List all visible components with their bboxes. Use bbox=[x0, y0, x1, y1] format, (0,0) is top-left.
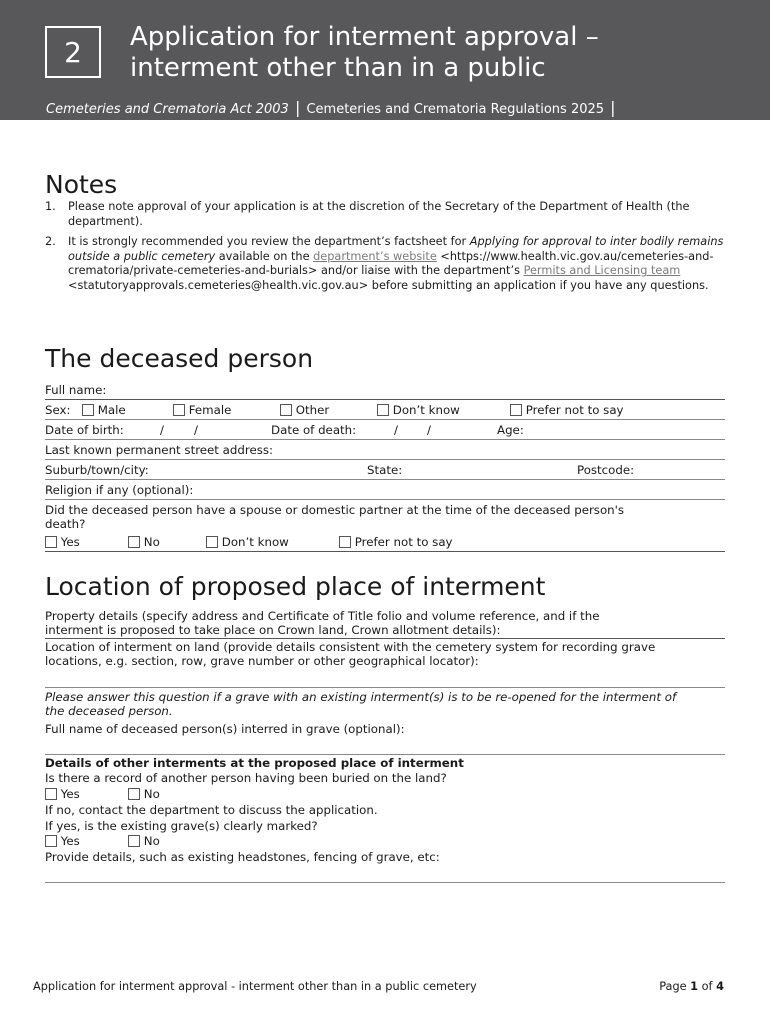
date-slash: / bbox=[194, 423, 198, 437]
address-field[interactable] bbox=[45, 443, 725, 457]
option-label: No bbox=[143, 834, 160, 848]
date-slash: / bbox=[427, 423, 431, 437]
provide-details-field[interactable] bbox=[45, 850, 725, 864]
note-text: Please note approval of your application is at the discretion of the Secretary of the Department of Health (the department). bbox=[68, 200, 690, 228]
property-label: Property details (specify address and Certificate of Title folio and volume reference, and if the bbox=[45, 609, 600, 623]
location-label: locations, e.g. section, row, grave number or other geographical locator): bbox=[45, 654, 479, 668]
sex-male-checkbox[interactable] bbox=[82, 404, 94, 416]
footer-doc-title: Application for interment approval - interment other than in a public cemetery bbox=[33, 980, 477, 993]
record-yes-checkbox[interactable] bbox=[45, 788, 57, 800]
option-label: No bbox=[143, 787, 160, 801]
page-total: 4 bbox=[716, 980, 724, 993]
note-text: available on the bbox=[215, 249, 314, 263]
title-line-2: interment other than in a public bbox=[130, 53, 546, 83]
spouse-no-checkbox[interactable] bbox=[128, 536, 140, 548]
deceased-heading: The deceased person bbox=[45, 344, 314, 373]
option-label: Male bbox=[97, 403, 126, 417]
option-label: Prefer not to say bbox=[525, 403, 624, 417]
permits-licensing-link[interactable]: Permits and Licensing team bbox=[523, 264, 681, 278]
legislation-line bbox=[46, 98, 618, 117]
option-label: Yes bbox=[60, 834, 80, 848]
religion-label: Religion if any (optional): bbox=[45, 483, 194, 497]
field-rule bbox=[45, 439, 725, 440]
date-slash: / bbox=[160, 423, 164, 437]
field-rule bbox=[45, 459, 725, 460]
field-rule bbox=[45, 754, 725, 755]
reopen-instruction bbox=[45, 690, 725, 718]
note-number: 1. bbox=[45, 200, 56, 213]
location-label: Location of interment on land (provide details consistent with the cemetery system for recording grave bbox=[45, 640, 656, 654]
option-label: Yes bbox=[60, 787, 80, 801]
regulations-name: Cemeteries and Crematoria Regulations 2025 bbox=[306, 102, 605, 117]
option-label: Female bbox=[188, 403, 232, 417]
option-label: Prefer not to say bbox=[354, 535, 453, 549]
if-no-text: If no, contact the department to discuss the application. bbox=[45, 803, 378, 817]
sex-dont-know-checkbox[interactable] bbox=[377, 404, 389, 416]
factsheet-title: Applying for approval to inter bodily remains outside a public cemetery bbox=[68, 235, 724, 263]
note-text: <statutoryapprovals.cemeteries@health.vic.gov.au> before submitting an application if you have any questions. bbox=[68, 278, 709, 292]
age-label: Age: bbox=[497, 423, 524, 437]
record-no-checkbox[interactable] bbox=[128, 788, 140, 800]
spouse-question bbox=[45, 503, 725, 531]
location-on-land-field[interactable] bbox=[45, 640, 725, 668]
interred-name-field[interactable] bbox=[45, 722, 725, 736]
full-name-label: Full name: bbox=[45, 383, 107, 397]
reopen-text: the deceased person. bbox=[45, 704, 173, 718]
act-name: Cemeteries and Crematoria Act 2003 bbox=[46, 102, 289, 117]
department-website-link[interactable]: department’s website bbox=[313, 249, 437, 263]
spouse-yes-checkbox[interactable] bbox=[45, 536, 57, 548]
field-rule bbox=[45, 399, 725, 400]
if-yes-question: If yes, is the existing grave(s) clearly marked? bbox=[45, 819, 318, 833]
reopen-text: Please answer this question if a grave with an existing interment(s) is to be re-opened for the interment of bbox=[45, 690, 677, 704]
field-rule bbox=[45, 882, 725, 883]
page-title bbox=[130, 22, 730, 84]
marked-yes-checkbox[interactable] bbox=[45, 835, 57, 847]
option-label: Yes bbox=[60, 535, 80, 549]
spouse-question-text: Did the deceased person have a spouse or domestic partner at the time of the deceased person's bbox=[45, 503, 625, 517]
suburb-label: Suburb/town/city: bbox=[45, 463, 149, 477]
option-label: Don’t know bbox=[392, 403, 460, 417]
interred-name-label: Full name of deceased person(s) interred in grave (optional): bbox=[45, 722, 405, 736]
field-rule bbox=[45, 499, 725, 500]
spouse-prefer-not-checkbox[interactable] bbox=[339, 536, 351, 548]
marked-no-checkbox[interactable] bbox=[128, 835, 140, 847]
notes-heading: Notes bbox=[45, 170, 118, 199]
field-rule bbox=[45, 638, 725, 639]
provide-details-label: Provide details, such as existing headstones, fencing of grave, etc: bbox=[45, 850, 440, 864]
note-text: It is strongly recommended you review the department’s factsheet for bbox=[68, 235, 470, 249]
sex-other-checkbox[interactable] bbox=[280, 404, 292, 416]
of-word: of bbox=[701, 980, 713, 993]
notes-list bbox=[45, 200, 725, 300]
spouse-question-text: death? bbox=[45, 517, 86, 531]
option-label: No bbox=[143, 535, 160, 549]
separator: | bbox=[294, 98, 301, 117]
field-rule bbox=[45, 551, 725, 552]
note-number: 2. bbox=[45, 235, 56, 249]
postcode-label: Postcode: bbox=[577, 463, 635, 477]
page-indicator bbox=[659, 980, 724, 993]
note-item bbox=[45, 235, 725, 293]
field-rule bbox=[45, 479, 725, 480]
page-word: Page bbox=[659, 980, 687, 993]
sex-label: Sex: bbox=[45, 403, 71, 417]
separator: | bbox=[610, 98, 616, 117]
record-question: Is there a record of another person having been buried on the land? bbox=[45, 771, 447, 785]
option-label: Don’t know bbox=[221, 535, 289, 549]
sex-female-checkbox[interactable] bbox=[173, 404, 185, 416]
location-heading: Location of proposed place of interment bbox=[45, 572, 546, 601]
page-number: 1 bbox=[690, 980, 699, 993]
page-header bbox=[0, 0, 770, 120]
full-name-field[interactable] bbox=[45, 383, 725, 397]
religion-field[interactable] bbox=[45, 483, 725, 497]
note-item bbox=[45, 200, 725, 229]
title-line-1: Application for interment approval – bbox=[130, 22, 599, 52]
property-label: interment is proposed to take place on Crown land, Crown allotment details): bbox=[45, 623, 501, 637]
field-rule bbox=[45, 687, 725, 688]
option-label: Other bbox=[295, 403, 330, 417]
sex-prefer-not-checkbox[interactable] bbox=[510, 404, 522, 416]
field-rule bbox=[45, 419, 725, 420]
property-details-field[interactable] bbox=[45, 609, 725, 637]
note-text: <https://www.health.vic.gov.au/cemeteries-and-crematoria/private-cemeteries-and-burials> and/or liaise with the department’s bbox=[68, 249, 714, 278]
dob-label: Date of birth: bbox=[45, 423, 124, 437]
spouse-dont-know-checkbox[interactable] bbox=[206, 536, 218, 548]
address-label: Last known permanent street address: bbox=[45, 443, 273, 457]
form-number-box: 2 bbox=[45, 26, 101, 78]
state-label: State: bbox=[367, 463, 403, 477]
dod-label: Date of death: bbox=[271, 423, 357, 437]
other-interments-heading: Details of other interments at the proposed place of interment bbox=[45, 756, 464, 770]
date-slash: / bbox=[394, 423, 398, 437]
